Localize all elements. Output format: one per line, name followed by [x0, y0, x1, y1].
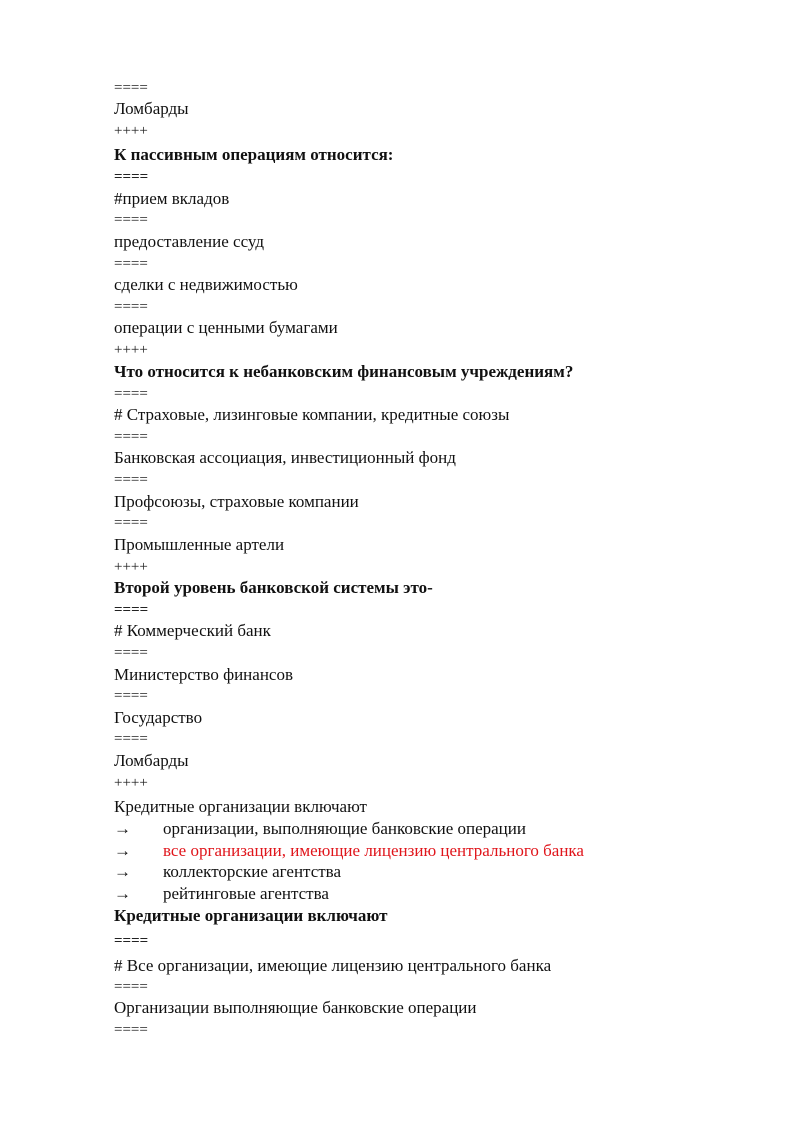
- separator-line: ====: [114, 256, 148, 272]
- separator-line: ====: [114, 645, 148, 661]
- separator-line: ====: [114, 212, 148, 228]
- separator-line: ====: [114, 933, 149, 949]
- answer-option: Профсоюзы, страховые компании: [114, 492, 359, 511]
- question-heading: Что относится к небанковским финансовым учреждениям?: [114, 362, 574, 381]
- separator-line: ====: [114, 169, 149, 185]
- list-item-text: рейтинговые агентства: [163, 884, 329, 903]
- answer-option: Банковская ассоциация, инвестиционный фонд: [114, 448, 456, 467]
- answer-option: Организации выполняющие банковские операции: [114, 998, 477, 1017]
- separator-line: ====: [114, 429, 148, 445]
- answer-option: сделки с недвижимостью: [114, 275, 298, 294]
- arrow-right-icon: →: [114, 841, 131, 860]
- correct-answer: #прием вкладов: [114, 189, 230, 208]
- separator-line: ====: [114, 688, 148, 704]
- separator-line: ====: [114, 515, 148, 531]
- answer-option: Ломбарды: [114, 751, 189, 770]
- correct-answer: # Страховые, лизинговые компании, кредитные союзы: [114, 405, 510, 424]
- separator-line: ====: [114, 299, 148, 315]
- separator-line: ====: [114, 472, 148, 488]
- question-separator: ++++: [114, 342, 148, 358]
- question-heading: К пассивным операциям относится:: [114, 145, 394, 164]
- arrow-right-icon: →: [114, 884, 131, 903]
- answer-option: Государство: [114, 708, 203, 727]
- answer-option: Министерство финансов: [114, 665, 293, 684]
- arrow-right-icon: →: [114, 819, 131, 838]
- question-heading: Второй уровень банковской системы это-: [114, 578, 433, 597]
- question-heading: Кредитные организации включают: [114, 906, 388, 925]
- separator-line: ====: [114, 731, 148, 747]
- separator-line: ====: [114, 80, 148, 96]
- separator-line: ====: [114, 602, 149, 618]
- list-item-text: организации, выполняющие банковские операции: [163, 819, 526, 838]
- arrow-right-icon: →: [114, 862, 131, 881]
- separator-line: ====: [114, 1022, 148, 1038]
- correct-answer: # Все организации, имеющие лицензию центрального банка: [114, 956, 552, 975]
- list-item-text: коллекторские агентства: [163, 862, 342, 881]
- answer-option: Ломбарды: [114, 99, 189, 118]
- question-separator: ++++: [114, 775, 148, 791]
- answer-option: предоставление ссуд: [114, 232, 264, 251]
- question-separator: ++++: [114, 123, 148, 139]
- separator-line: ====: [114, 386, 148, 402]
- separator-line: ====: [114, 979, 148, 995]
- question-text: Кредитные организации включают: [114, 797, 367, 816]
- correct-answer: # Коммерческий банк: [114, 621, 271, 640]
- answer-option: операции с ценными бумагами: [114, 318, 338, 337]
- highlighted-list-item-text: все организации, имеющие лицензию центрального банка: [163, 841, 584, 860]
- question-separator: ++++: [114, 559, 148, 575]
- answer-option: Промышленные артели: [114, 535, 285, 554]
